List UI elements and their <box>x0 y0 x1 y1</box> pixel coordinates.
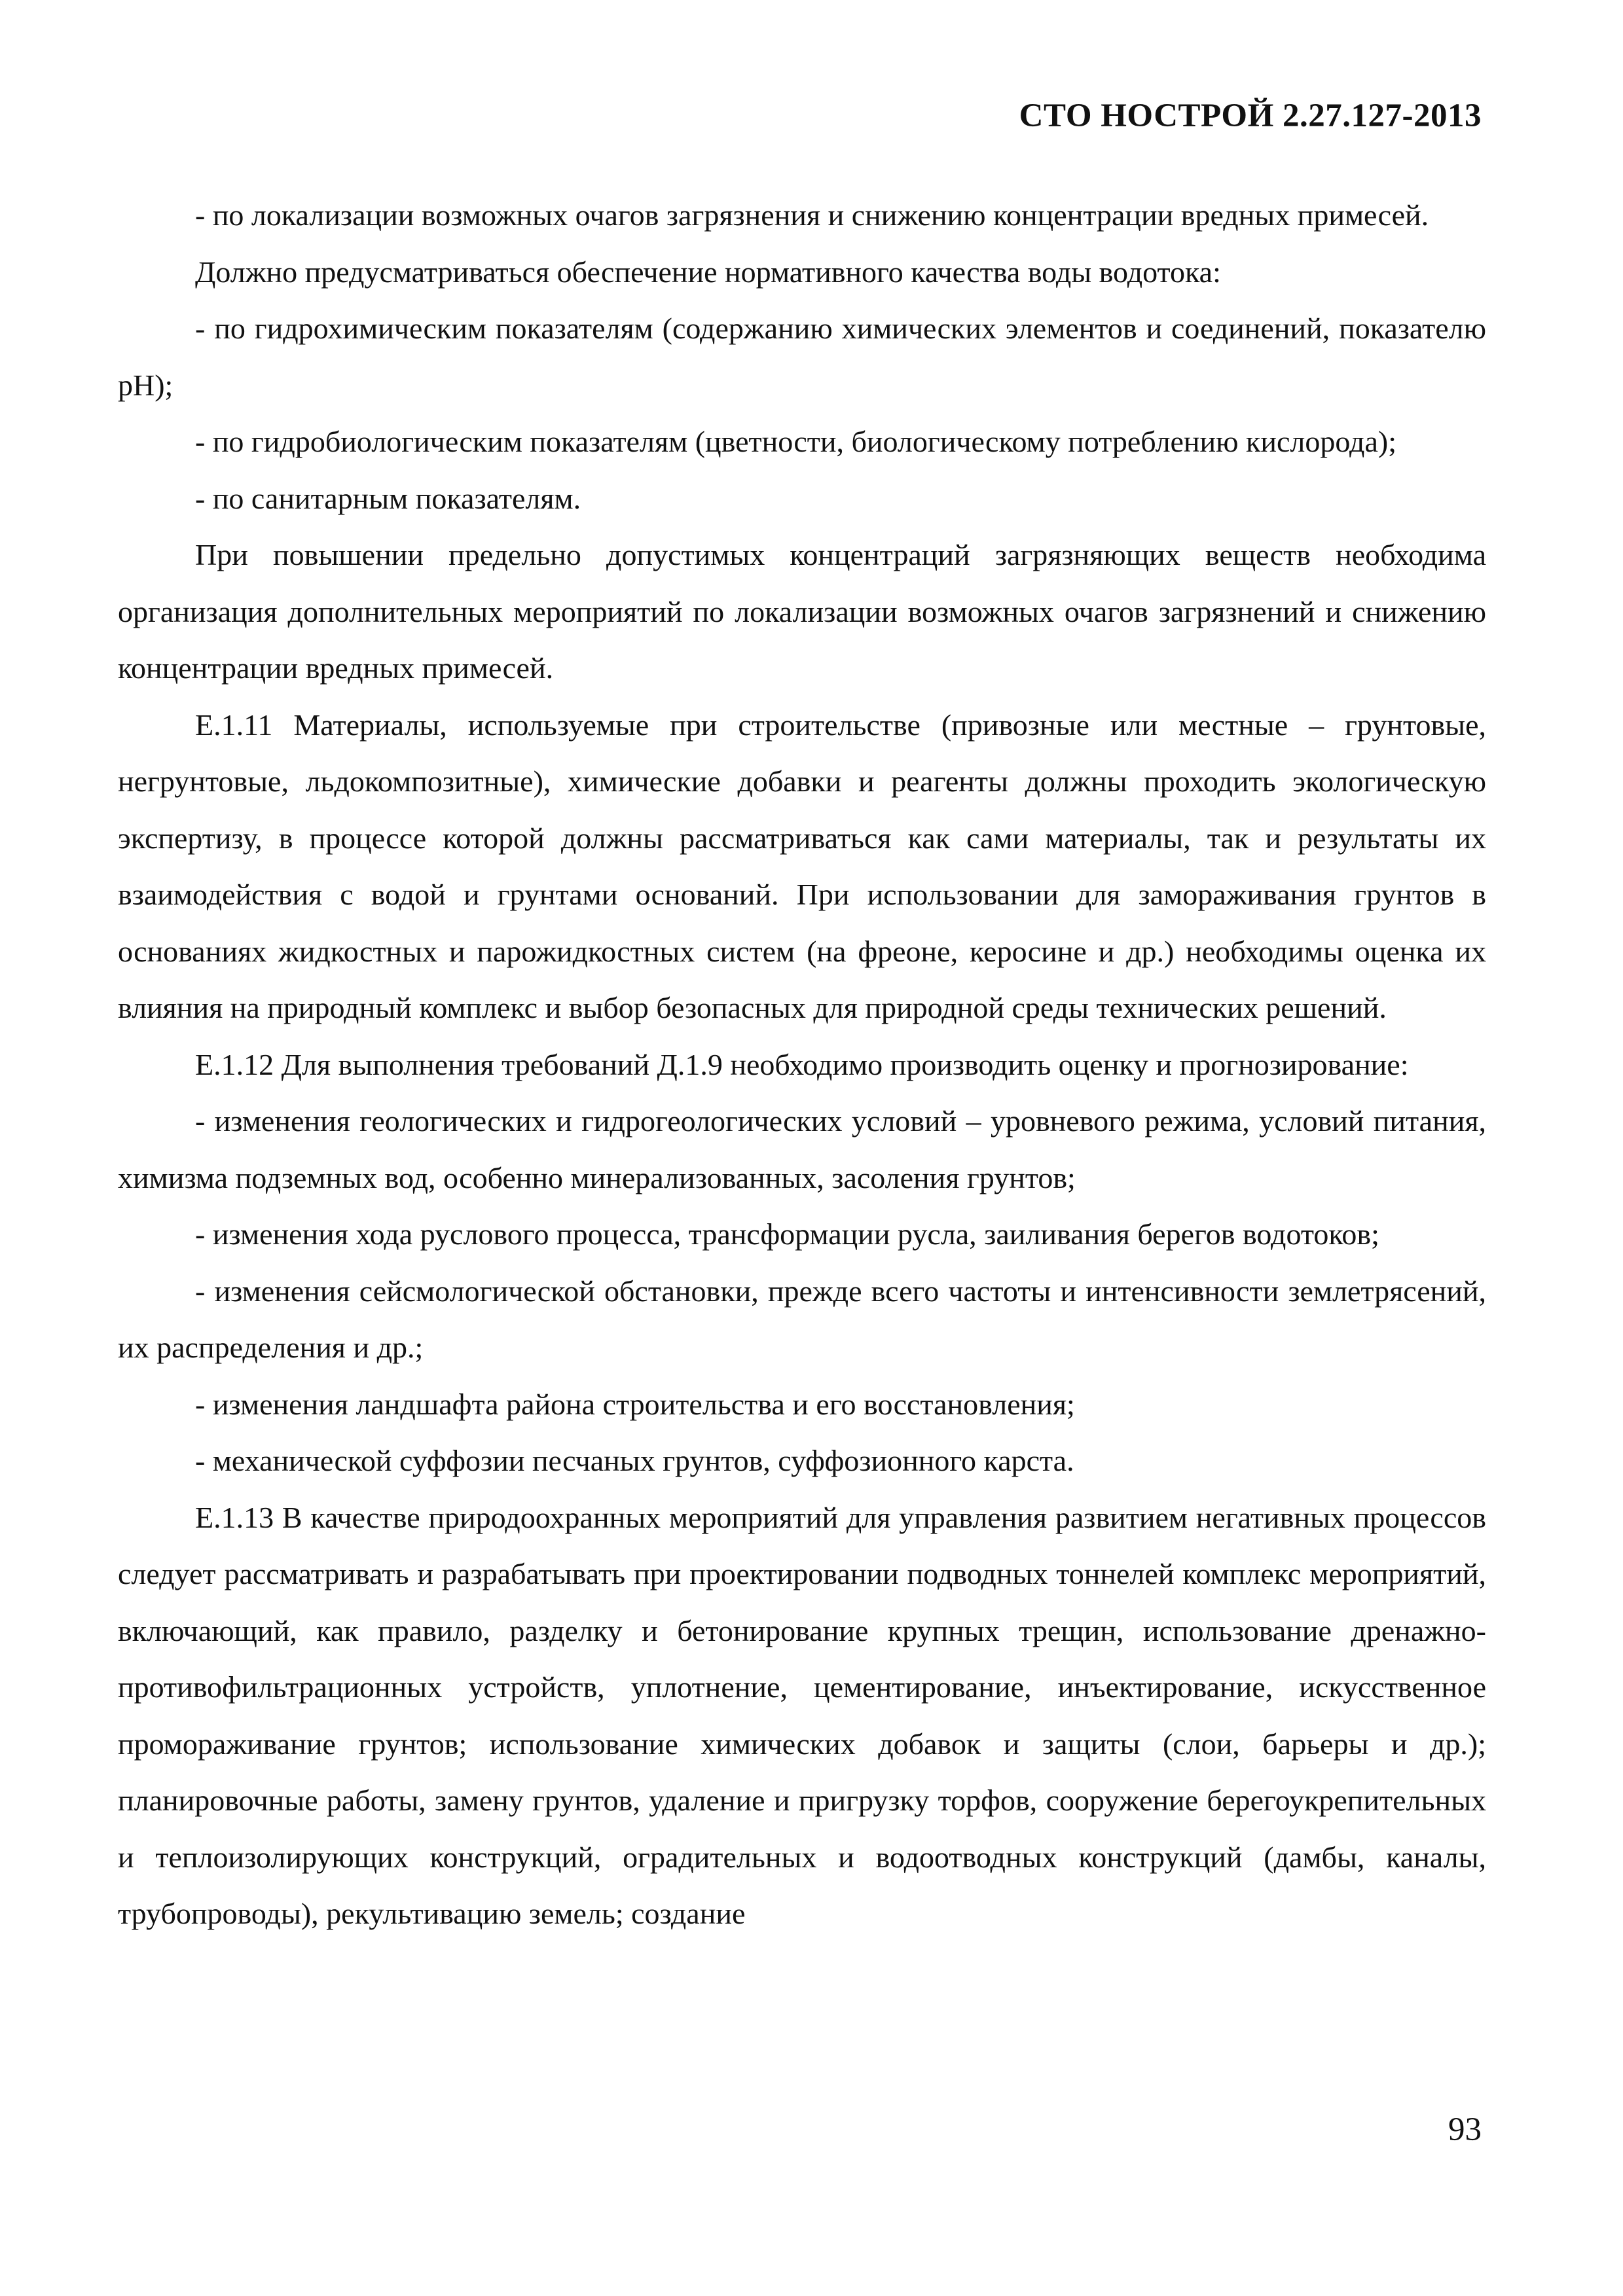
document-code-header: СТО НОСТРОЙ 2.27.127-2013 <box>1019 98 1482 134</box>
paragraph-e-1-11: Е.1.11 Материалы, используемые при строительстве (привозные или местные – грунтовые, негрунтовые, льдокомпозитные), химические добавки и реагенты должны проходить экологическую экспертизу, в процессе которой должны рассматриваться как сами материалы, так и результаты их взаимодействия с водой и грунтами оснований. При использовании для замораживания грунтов в основаниях жидкостных и парожидкостных систем (на фреоне, керосине и др.) необходимы оценка их влияния на природный комплекс и выбор безопасных для природной среды технических решений. <box>118 708 1486 1024</box>
paragraph-bullet-landscape: - изменения ландшафта района строительства и его восстановления; <box>195 1387 1075 1421</box>
paragraph-e-1-12: Е.1.12 Для выполнения требований Д.1.9 необходимо производить оценку и прогнозирование: <box>195 1047 1409 1081</box>
paragraph-pdk-exceed: При повышении предельно допустимых концентраций загрязняющих веществ необходима организация дополнительных мероприятий по локализации возможных очагов загрязнений и снижению концентрации вредных примесей. <box>118 538 1486 685</box>
paragraph-bullet-channel: - изменения хода руслового процесса, трансформации русла, заиливания берегов водотоков; <box>195 1217 1379 1251</box>
page-number: 93 <box>1448 2111 1482 2148</box>
paragraph-bullet-hydrobiological: - по гидробиологическим показателям (цветности, биологическому потреблению кислорода); <box>195 425 1396 458</box>
paragraph-bullet-localization: - по локализации возможных очагов загрязнения и снижению концентрации вредных примесей. <box>195 198 1429 232</box>
paragraph-bullet-hydrochemical: - по гидрохимическим показателям (содержанию химических элементов и соединений, показателю pH); <box>118 312 1486 402</box>
paragraph-e-1-13: Е.1.13 В качестве природоохранных мероприятий для управления развитием негативных процессов следует рассматривать и разрабатывать при проектировании подводных тоннелей комплекс мероприятий, включающий, как правило, разделку и бетонирование крупных трещин, использование дренажно-противофильтрационных устройств, уплотнение, цементирование, инъектирование, искусственное промораживание грунтов; использование химических добавок и защиты (слои, барьеры и др.); планировочные работы, замену грунтов, удаление и пригрузку торфов, сооружение берегоукрепительных и теплоизолирующих конструкций, оградительных и водоотводных конструкций (дамбы, каналы, трубопроводы), рекультивацию земель; создание <box>118 1500 1486 1930</box>
paragraph-bullet-seismic: - изменения сейсмологической обстановки, прежде всего частоты и интенсивности землетрясений, их распределения и др.; <box>118 1274 1486 1364</box>
paragraph-bullet-geological: - изменения геологических и гидрогеологических условий – уровневого режима, условий питания, химизма подземных вод, особенно минерализованных, засоления грунтов; <box>118 1104 1486 1194</box>
paragraph-water-quality: Должно предусматриваться обеспечение нормативного качества воды водотока: <box>195 255 1221 289</box>
document-body <box>118 187 1486 1943</box>
paragraph-bullet-suffosion: - механической суффозии песчаных грунтов, суффозионного карста. <box>195 1444 1074 1477</box>
paragraph-bullet-sanitary: - по санитарным показателям. <box>195 481 581 515</box>
